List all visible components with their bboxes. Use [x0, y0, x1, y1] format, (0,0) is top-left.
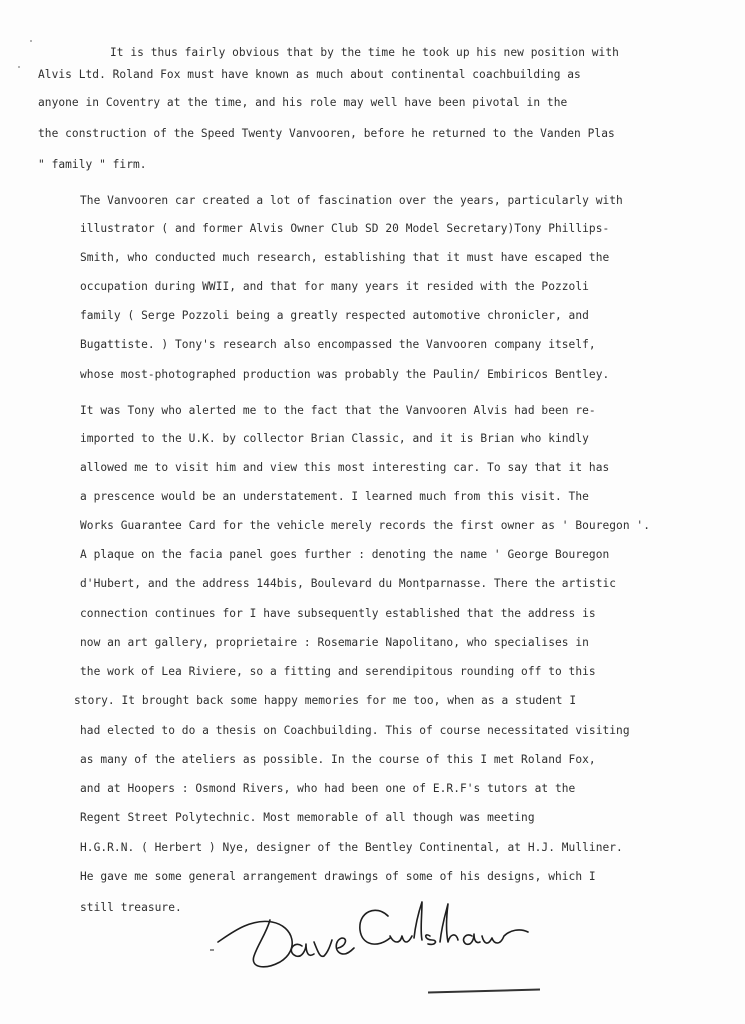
text-line: Alvis Ltd. Roland Fox must have known as much about continental coachbuilding as	[38, 68, 581, 81]
text-line: whose most-photographed production was probably the Paulin/ Embiricos Bentley.	[80, 368, 610, 381]
text-line: H.G.R.N. ( Herbert ) Nye, designer of the Bentley Continental, at H.J. Mulliner.	[80, 841, 623, 854]
text-line: the construction of the Speed Twenty Vanvooren, before he returned to the Vanden Plas	[38, 127, 615, 140]
text-line: anyone in Coventry at the time, and his role may well have been pivotal in the	[38, 96, 568, 109]
text-line: It is thus fairly obvious that by the time he took up his new position with	[110, 46, 619, 59]
paper-speck	[30, 40, 32, 42]
text-line: Smith, who conducted much research, establishing that it must have escaped the	[80, 251, 610, 264]
text-line: connection continues for I have subsequently established that the address is	[80, 607, 596, 620]
text-line: A plaque on the facia panel goes further : denoting the name ' George Bouregon	[80, 548, 610, 561]
text-line: He gave me some general arrangement drawings of some of his designs, which I	[80, 870, 596, 883]
text-line: It was Tony who alerted me to the fact that the Vanvooren Alvis had been re-	[80, 404, 596, 417]
handwritten-signature	[210, 890, 550, 980]
text-line: Regent Street Polytechnic. Most memorable of all though was meeting	[80, 811, 535, 824]
text-line: imported to the U.K. by collector Brian Classic, and it is Brian who kindly	[80, 432, 589, 445]
text-line: still treasure.	[80, 901, 182, 914]
text-line: The Vanvooren car created a lot of fascination over the years, particularly with	[80, 194, 623, 207]
text-line: d'Hubert, and the address 144bis, Boulevard du Montparnasse. There the artistic	[80, 577, 617, 590]
text-line: now an art gallery, proprietaire : Rosemarie Napolitano, who specialises in	[80, 636, 589, 649]
text-line: the work of Lea Riviere, so a fitting and serendipitous rounding off to this	[80, 665, 596, 678]
signature-underline	[428, 989, 540, 993]
text-line: and at Hoopers : Osmond Rivers, who had been one of E.R.F's tutors at the	[80, 782, 576, 795]
text-line: " family " firm.	[38, 158, 147, 171]
text-line: had elected to do a thesis on Coachbuilding. This of course necessitated visiting	[80, 724, 630, 737]
text-line: story. It brought back some happy memories for me too, when as a student I	[74, 694, 577, 707]
text-line: family ( Serge Pozzoli being a greatly respected automotive chronicler, and	[80, 309, 589, 322]
text-line: as many of the ateliers as possible. In the course of this I met Roland Fox,	[80, 753, 596, 766]
text-line: Bugattiste. ) Tony's research also encompassed the Vanvooren company itself,	[80, 338, 596, 351]
text-line: a prescence would be an understatement. I learned much from this visit. The	[80, 490, 589, 503]
text-line: illustrator ( and former Alvis Owner Club SD 20 Model Secretary)Tony Phillips-	[80, 222, 610, 235]
text-line: occupation during WWII, and that for many years it resided with the Pozzoli	[80, 280, 589, 293]
text-line: Works Guarantee Card for the vehicle merely records the first owner as ' Bouregon '.	[80, 519, 650, 532]
paper-speck	[18, 66, 20, 68]
text-line: allowed me to visit him and view this most interesting car. To say that it has	[80, 461, 610, 474]
